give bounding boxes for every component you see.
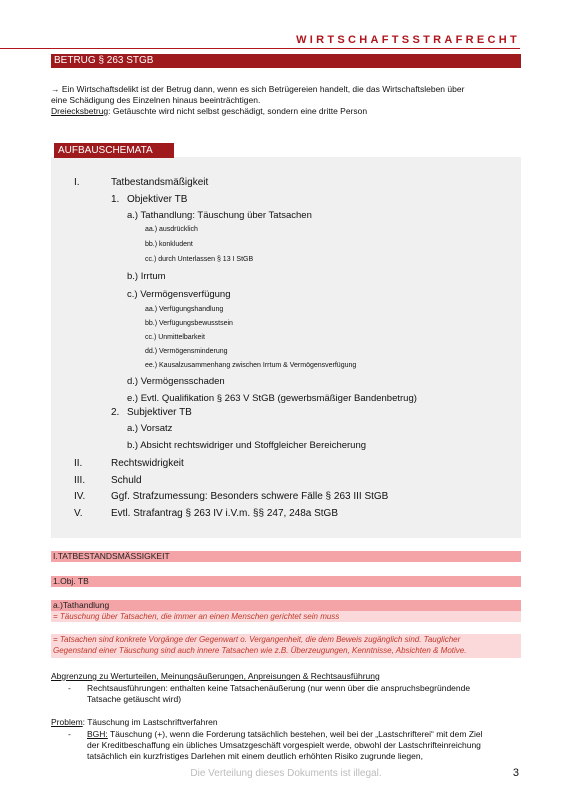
outline-num-iii: III. [74,475,86,486]
outline-rechtswidrigkeit: Rechtswidrigkeit [111,458,184,469]
outline-subjektiver-tb: Subjektiver TB [127,407,192,418]
problem-term: Problem [51,717,83,727]
bullet-dash-2: - [68,729,71,739]
outline-vermoegensminderung: dd.) Vermögensminderung [145,348,228,355]
intro-line-2: eine Schädigung des Einzelnen hinaus beeinträchtigen. [51,95,261,105]
bgh-term: BGH: [87,729,108,739]
outline-num-v: V. [74,508,83,519]
outline-vorsatz: a.) Vorsatz [127,423,173,434]
outline-unterlassen: cc.) durch Unterlassen § 13 I StGB [145,256,254,263]
bgh-line-2: der Kreditbeschaffung ein übliches Umsatzgeschäft vorgespielt werde, obwohl der Lastschrifteinreichung [87,740,481,750]
outline-verfuegungsbewusstsein: bb.) Verfügungsbewusstsein [145,320,233,327]
outline-bereicherungsabsicht: b.) Absicht rechtswidriger und Stoffgleicher Bereicherung [127,440,367,451]
outline-vermoegensverfuegung: c.) Vermögensverfügung [127,289,231,300]
document-title: WIRTSCHAFTSSTRAFRECHT [296,34,520,46]
footer-watermark-note: Die Verteilung dieses Dokuments ist illegal. [190,768,382,779]
outline-qualifikation: e.) Evtl. Qualifikation § 263 V StGB (gewerbsmäßiger Bandenbetrug) [127,393,417,404]
outline-num-ii: II. [74,458,83,469]
header-divider [0,48,520,49]
abgrenzung-title: Abgrenzung zu Werturteilen, Meinungsäußerungen, Anpreisungen & Rechtsausführung [51,671,380,681]
outline-vermoegensschaden: d.) Vermögensschaden [127,376,225,387]
intro-line-1: → Ein Wirtschaftsdelikt ist der Betrug dann, wenn es sich Betrügereien handelt, die das Wirtschaftsleben über [51,84,465,94]
dreiecksbetrug-note [51,106,367,117]
section-tathandlung-bar: a.)Tathandlung [51,600,521,611]
problem-line [51,717,218,728]
outline-tatbestand: Tatbestandsmäßigkeit [111,177,209,188]
outline-schuld: Schuld [111,475,142,486]
bgh-line-3: tatsächlich ein kurzfristiges Darlehen mit einem deutlich erhöhten Risiko zugrunde liegen, [87,751,423,761]
definition-tatsachen-line-2: Gegenstand einer Täuschung sind auch innere Tatsachen wie z.B. Überzeugungen, Kenntnisse, Absichten & Motive. [53,646,467,655]
outline-num-i: I. [74,177,80,188]
bgh-text-1: Täuschung (+), wenn die Forderung tatsächlich bestehen, weil bei der „Lastschrifterei“ mit dem Ziel [107,729,483,739]
problem-text: : Täuschung im Lastschriftverfahren [82,717,218,727]
definition-taeuschung: = Täuschung über Tatsachen, die immer an einen Menschen gerichtet sein muss [51,611,521,622]
outline-objektiver-tb: Objektiver TB [127,194,188,205]
abgrenzung-bullet-line-1: Rechtsausführungen: enthalten keine Tatsachenäußerung (nur wenn über die anspruchsbegründende [87,683,471,693]
outline-unmittelbarkeit: cc.) Unmittelbarkeit [145,334,205,341]
definition-tatsachen-line-1: = Tatsachen sind konkrete Vorgänge der Gegenwart o. Vergangenheit, die dem Beweis zugänglich sind. Tauglicher [53,635,461,644]
outline-irrtum: b.) Irrtum [127,271,166,282]
outline-ausdruecklich: aa.) ausdrücklich [145,226,198,233]
dreiecksbetrug-term: Dreiecksbetrug [51,106,109,116]
outline-num-2: 2. [111,407,120,418]
outline-num-1: 1. [111,194,120,205]
dreiecksbetrug-text: : Getäuschte wird nicht selbst geschädigt, sondern eine dritte Person [108,106,368,116]
page-number: 3 [512,767,519,779]
definition-tatsachen [51,634,521,658]
outline-num-iv: IV. [74,491,86,502]
outline-konkludent: bb.) konkludent [145,241,193,248]
outline-tathandlung: a.) Tathandlung: Täuschung über Tatsachen [127,210,312,221]
bgh-line-1 [87,729,483,740]
bullet-dash: - [68,683,71,693]
section-tatbestand-bar: I.TATBESTANDSMÄSSIGKEIT [51,551,521,562]
outline-strafzumessung: Ggf. Strafzumessung: Besonders schwere Fälle § 263 III StGB [111,491,389,502]
section-obj-tb-bar: 1.Obj. TB [51,576,521,587]
outline-strafantrag: Evtl. Strafantrag § 263 IV i.V.m. §§ 247, 248a StGB [111,508,338,519]
outline-verfuegungshandlung: aa.) Verfügungshandlung [145,306,224,313]
outline-kausalzusammenhang: ee.) Kausalzusammenhang zwischen Irrtum & Vermögensverfügung [145,362,357,369]
abgrenzung-bullet-line-2: Tatsache getäuscht wird) [87,694,182,704]
schema-title: AUFBAUSCHEMATA [54,143,174,158]
betrug-heading: BETRUG § 263 STGB [51,54,521,68]
